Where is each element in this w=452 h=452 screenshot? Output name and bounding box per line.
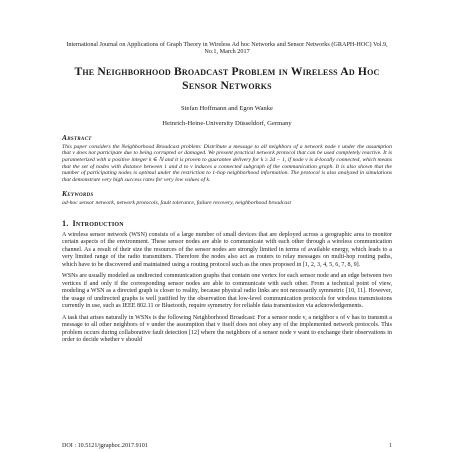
page-number: 1 xyxy=(388,443,392,449)
doi-link[interactable]: DOI : 10.5121/jgraphoc.2017.9101 xyxy=(62,443,148,449)
body-paragraph: WSNs are usually modeled as undirected communication graphs that contain one vertex for each sensor node and an edge between two vertices if and only if the corresponding sensor nodes are able to communicate with each other. From a technical point of view, modeling a WSN as a directed graph is closer to reality, because physical radio links are not necessarily symmetric [10, 11]. However, the usage of undirected graphs is well justified by the observation that low-level communication protocols for wireless transmissions currently in use, such as IEEE 802.11 or Bluetooth, require symmetry for reliable data transmission via acknowledgements. xyxy=(62,273,392,310)
abstract-heading: Abstract xyxy=(62,132,92,142)
body-paragraph: A task that arises naturally in WSNs is the following Neighborhood Broadcast: For a sensor node v, a neighbor s of v has to transmit a message to all other neighbors of v under the assumption that v itself does not obey any of the implemented network protocols. This problem occurs during collaborative fault detection [12] where the neighbors of a sensor node v want to exchange their observations in order to decide whether v should xyxy=(62,314,392,344)
body-paragraph: A wireless sensor network (WSN) consists of a large number of small devices that are deployed across a geographic area to monitor certain aspects of the environment. These sensor nodes are able to communicate with each other through a wireless communication channel. As a result of their size the resources of the sensor nodes are strongly limited in terms of available energy, which leads to a very limited range of the radio transmitters. Therefore the nodes also act as routers to relay messages on multi-hop routing paths, which have to be discovered and maintained using a routing protocol such as the ones proposed in [1, 2, 3, 4, 5, 6, 7, 8, 9]. xyxy=(62,231,392,268)
author-list: Stefan Hoffmann and Egon Wanke xyxy=(181,104,273,112)
section-heading xyxy=(62,219,392,228)
section-title: Introduction xyxy=(72,218,124,228)
affiliation: Heinrich-Heine-University Düsseldorf, Germany xyxy=(162,119,292,127)
abstract-text: This paper considers the Neighborhood Broadcast problem: Distribute a message to all neighbors of a network node v under the assumption that v does not participate due to being corrupted or damaged. We present practical network protocol that can be used completely reactive. It is parameterized with a positive integer k ∈ ℕ and it is proven to guarantee delivery for k ≥ 2d − 1, if node v is d-locally connected, which means that the set of nodes with distance between 1 and d to v induces a connected subgraph of the communication graph. It is also shown that the number of participating nodes is optimal under the restriction to 1-hop neighborhood information. The protocol is also analyzed in simulations that demonstrate very high success rates for very low values of k. xyxy=(62,143,392,183)
journal-header: International Journal on Applications of Graph Theory in Wireless Ad hoc Networks and Sensor Networks (GRAPH-HOC) Vol.9, No.1, March 2017 xyxy=(66,41,388,56)
paper-title: The Neighborhood Broadcast Problem in Wireless Ad Hoc Sensor Networks xyxy=(74,64,380,92)
section-number: 1. xyxy=(62,218,69,228)
keywords-heading: Keywords xyxy=(62,189,94,199)
keywords-text: ad-hoc sensor network, network protocols, fault tolerance, failure recovery, neighborhood broadcast xyxy=(62,200,292,207)
page-footer xyxy=(62,443,392,449)
